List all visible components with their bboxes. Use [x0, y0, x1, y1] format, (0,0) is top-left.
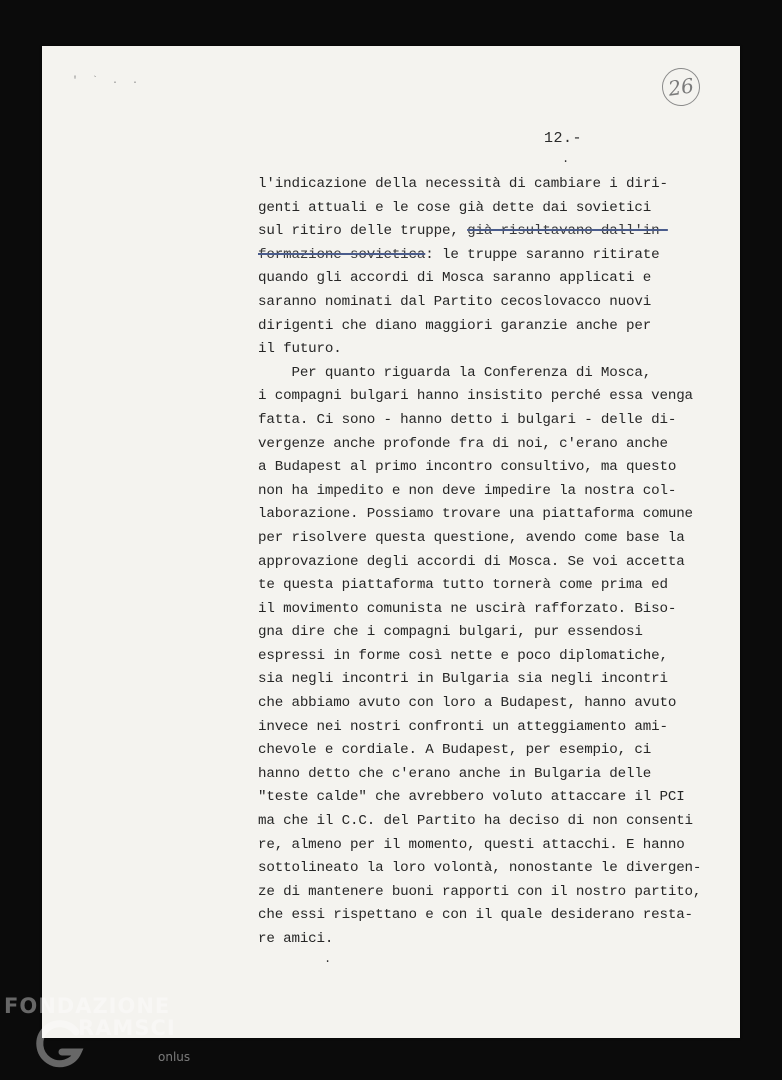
text-line [258, 362, 698, 386]
text-line [258, 291, 698, 315]
text-segment: non ha impedito e non deve impedire la nostra col- [258, 482, 677, 499]
text-line [258, 810, 698, 834]
text-line [258, 267, 698, 291]
text-segment: saranno nominati dal Partito cecoslovacco nuovi [258, 293, 652, 310]
text-line [258, 857, 702, 881]
text-line [258, 220, 698, 244]
text-line [258, 385, 698, 409]
struck-through-text: formazione sovietica [258, 246, 426, 263]
text-line [258, 716, 698, 740]
text-segment: l'indicazione della necessità di cambiare i diri- [258, 176, 668, 192]
text-segment: il futuro. [258, 341, 342, 358]
text-segment: a Budapest al primo incontro consultivo, ma questo [258, 459, 677, 476]
text-line [258, 739, 698, 763]
text-segment: approvazione degli accordi di Mosca. Se voi accetta [258, 553, 685, 570]
text-segment: che essi rispettano e con il quale desiderano resta- [258, 907, 693, 924]
corner-marks: ' ` . . [72, 76, 143, 87]
text-line [258, 173, 698, 197]
watermark-line1: FONDAZIONE [4, 994, 171, 1018]
text-line [258, 786, 698, 810]
text-segment: re amici. [258, 931, 334, 947]
page-number-dot: . [562, 152, 570, 166]
text-line [258, 834, 698, 858]
typed-text-body [258, 173, 702, 952]
text-segment: ma che il C.C. del Partito ha deciso di non consenti [258, 813, 693, 830]
text-segment: vergenze anche profonde fra di noi, c'erano anche [258, 435, 668, 452]
text-segment: sul ritiro delle truppe, [258, 223, 468, 240]
page-number: 12.- [544, 130, 583, 147]
text-segment: hanno detto che c'erano anche in Bulgaria delle [258, 765, 652, 782]
text-segment: dirigenti che diano maggiori garanzie anche per [258, 317, 652, 334]
text-segment: genti attuali e le cose già dette dai sovietici [258, 199, 652, 216]
text-line [258, 574, 698, 598]
text-segment: che abbiamo avuto con loro a Budapest, hanno avuto [258, 695, 677, 712]
watermark-onlus: onlus [158, 1050, 191, 1064]
text-segment: fatta. Ci sono - hanno detto i bulgari - delle di- [258, 411, 677, 428]
text-line [258, 881, 702, 905]
text-segment: sia negli incontri in Bulgaria sia negli incontri [258, 671, 668, 688]
text-line [258, 315, 698, 339]
text-segment: "teste calde" che avrebbero voluto attaccare il PCI [258, 789, 685, 806]
struck-through-text: già risultavano dall'in- [467, 223, 668, 240]
folio-number-circled: 26 [660, 66, 703, 109]
text-line [258, 928, 698, 952]
text-segment: per risolvere questa questione, avendo come base la [258, 529, 685, 546]
watermark-line2: RAMSCI [78, 1016, 176, 1040]
text-line [258, 527, 698, 551]
text-line [258, 598, 698, 622]
text-line [258, 433, 698, 457]
text-segment: quando gli accordi di Mosca saranno applicati e [258, 270, 652, 287]
text-segment: ze di mantenere buoni rapporti con il nostro partito, [258, 883, 702, 900]
text-line [258, 197, 698, 221]
text-segment: Per quanto riguarda la Conferenza di Mosca, [258, 364, 652, 381]
text-segment: sottolineato la loro volontà, nonostante le divergen- [258, 860, 702, 877]
text-line [258, 904, 698, 928]
text-line [258, 338, 698, 362]
text-line [258, 409, 698, 433]
text-line [258, 621, 698, 645]
text-segment: il movimento comunista ne uscirà rafforzato. Biso- [258, 600, 677, 617]
text-line [258, 668, 698, 692]
text-segment: invece nei nostri confronti un atteggiamento ami- [258, 718, 668, 735]
end-dot: . [324, 952, 332, 966]
text-segment: laborazione. Possiamo trovare una piattaforma comune [258, 506, 693, 523]
text-line [258, 551, 698, 575]
fondazione-gramsci-watermark [2, 994, 202, 1074]
text-line [258, 480, 698, 504]
text-segment: i compagni bulgari hanno insistito perché essa venga [258, 388, 693, 405]
text-line [258, 692, 698, 716]
text-line [258, 503, 698, 527]
text-line [258, 763, 698, 787]
text-segment: espressi in forme così nette e poco diplomatiche, [258, 647, 668, 664]
text-segment: chevole e cordiale. A Budapest, per esempio, ci [258, 742, 652, 759]
text-segment: : le truppe saranno ritirate [425, 246, 660, 263]
text-line [258, 244, 698, 268]
text-line [258, 645, 698, 669]
text-segment: re, almeno per il momento, questi attacchi. E hanno [258, 836, 685, 853]
text-line [258, 456, 698, 480]
text-segment: gna dire che i compagni bulgari, pur essendosi [258, 624, 643, 641]
text-segment: te questa piattaforma tutto tornerà come prima ed [258, 577, 668, 594]
